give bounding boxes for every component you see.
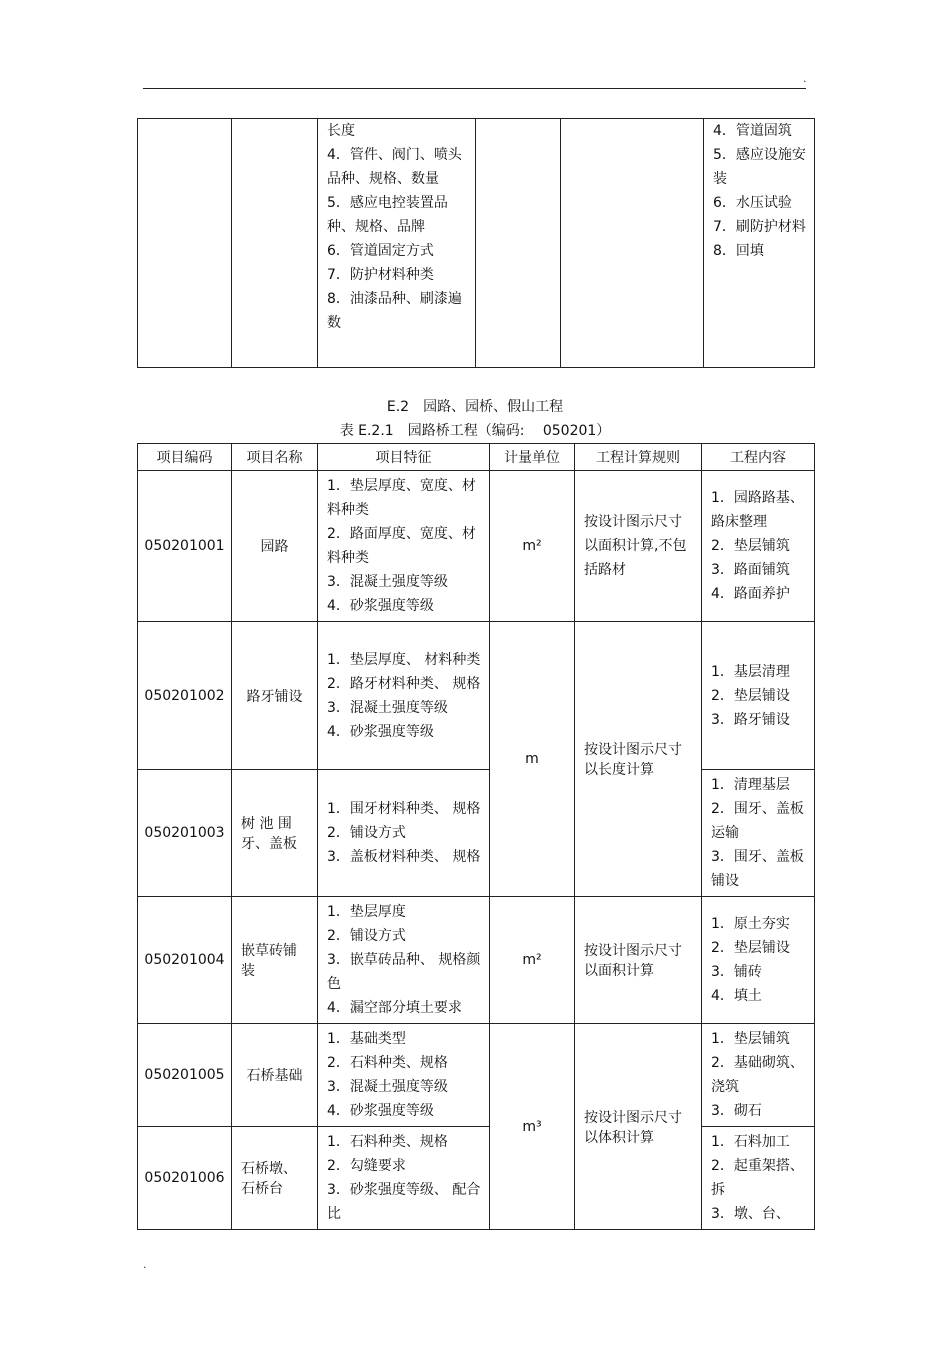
feature-line: 1．垫层厚度 <box>327 904 406 920</box>
unit-label: m² <box>522 538 542 554</box>
empty-cell <box>561 119 704 368</box>
rule-text: 按设计图示尺寸以体积计算 <box>584 1109 682 1146</box>
table-row <box>138 897 815 1024</box>
content-line: 2．垫层铺设 <box>711 940 790 956</box>
feature-line: 3．砂浆强度等级、 配合比 <box>327 1182 481 1222</box>
table-row <box>138 1127 815 1230</box>
rule-cell <box>575 471 702 622</box>
rule-text: 按设计图示尺寸以面积计算,不包括路材 <box>584 514 687 578</box>
feature-line: 2．铺设方式 <box>327 928 406 944</box>
content-line: 2．围牙、盖板运输 <box>711 801 804 841</box>
content-line: 3．砌石 <box>711 1103 762 1119</box>
content-line: 1．园路路基、路床整理 <box>711 490 804 530</box>
content-line: 4．路面养护 <box>711 586 790 602</box>
features-cell <box>318 622 490 770</box>
content-line: 3．路面铺筑 <box>711 562 790 578</box>
content-line: 5．感应设施安装 <box>713 147 806 187</box>
code-cell: 050201002 <box>138 622 232 770</box>
rule-text: 按设计图示尺寸以面积计算 <box>584 943 682 979</box>
header-rule <box>143 88 806 89</box>
feature-line: 1．垫层厚度、 材料种类 <box>327 651 481 668</box>
unit-cell <box>490 471 575 622</box>
table-row <box>138 1024 815 1127</box>
name-cell: 路牙铺设 <box>232 622 318 770</box>
rule-cell <box>575 1024 702 1230</box>
header-row <box>138 444 815 471</box>
feature-line: 1．围牙材料种类、 规格 <box>327 801 481 817</box>
header-cell: 计量单位 <box>490 444 575 471</box>
code-cell: 050201006 <box>138 1127 232 1230</box>
unit-cell: m <box>490 622 575 897</box>
content-line: 3．围牙、盖板铺设 <box>711 849 804 889</box>
content-line: 3．铺砖 <box>711 964 762 980</box>
feature-line: 8．油漆品种、刷漆遍数 <box>327 291 462 331</box>
table-row <box>138 770 815 897</box>
feature-line: 3．混凝土强度等级 <box>327 699 448 716</box>
code-cell: 050201003 <box>138 770 232 897</box>
header-dot: . <box>803 72 807 85</box>
content-line: 6．水压试验 <box>713 195 792 211</box>
content-line: 7．刷防护材料 <box>713 219 806 235</box>
content-line: 2．垫层铺设 <box>711 687 790 704</box>
code-cell: 050201004 <box>138 897 232 1024</box>
content-line: 2．基础砌筑、浇筑 <box>711 1055 804 1095</box>
feature-line: 2．路牙材料种类、 规格 <box>327 675 481 692</box>
header-cell: 项目编码 <box>138 444 232 471</box>
code-cell: 050201001 <box>138 471 232 622</box>
name-text: 石桥墩、石桥台 <box>241 1161 297 1197</box>
feature-line: 5．感应电控装置品种、规格、品牌 <box>327 195 448 235</box>
rule-cell <box>575 622 702 897</box>
feature-line: 7．防护材料种类 <box>327 267 434 283</box>
features-cell <box>318 1024 490 1127</box>
content-line: 1．垫层铺筑 <box>711 1031 790 1047</box>
feature-line: 3．盖板材料种类、 规格 <box>327 849 481 865</box>
name-cell <box>232 1127 318 1230</box>
content-line: 3．路牙铺设 <box>711 711 790 728</box>
content-line: 4．填土 <box>711 988 762 1004</box>
feature-line: 1．石料种类、规格 <box>327 1134 448 1150</box>
feature-line: 1．垫层厚度、宽度、材料种类 <box>327 478 476 518</box>
content-line: 1．基层清理 <box>711 663 790 680</box>
name-text: 嵌草砖铺装 <box>241 943 297 979</box>
header-cell: 项目名称 <box>232 444 318 471</box>
features-cell <box>318 770 490 897</box>
features-cell <box>318 897 490 1024</box>
unit-label: m² <box>522 952 542 968</box>
content-line: 3．墩、台、 <box>711 1206 790 1222</box>
table-row <box>138 622 815 770</box>
name-cell <box>232 770 318 897</box>
features-cell <box>318 1127 490 1230</box>
code-cell: 050201005 <box>138 1024 232 1127</box>
name-cell: 石桥基础 <box>232 1024 318 1127</box>
feature-line: 4．砂浆强度等级 <box>327 598 434 614</box>
content-cell <box>704 119 815 368</box>
feature-line: 2．石料种类、规格 <box>327 1055 448 1071</box>
name-text: 树 池 围牙、盖板 <box>241 816 297 852</box>
header-cell: 工程计算规则 <box>575 444 702 471</box>
features-cell <box>318 471 490 622</box>
feature-line: 长度 <box>327 123 355 139</box>
content-line: 2．起重架搭、拆 <box>711 1158 804 1198</box>
feature-line: 4．管件、阀门、喷头品种、规格、数量 <box>327 147 462 187</box>
unit-cell <box>490 897 575 1024</box>
main-table <box>137 443 815 1230</box>
content-line: 1．石料加工 <box>711 1134 790 1150</box>
feature-line: 3．嵌草砖品种、 规格颜色 <box>327 952 481 992</box>
continuation-table <box>137 118 815 368</box>
empty-cell <box>476 119 561 368</box>
rule-text: 按设计图示尺寸以长度计算 <box>584 742 682 778</box>
header-cell: 项目特征 <box>318 444 490 471</box>
feature-line: 1．基础类型 <box>327 1031 406 1047</box>
feature-line: 2．勾缝要求 <box>327 1158 406 1174</box>
feature-line: 3．混凝土强度等级 <box>327 574 448 590</box>
footer-dot: . <box>143 1258 147 1271</box>
feature-line: 4．砂浆强度等级 <box>327 1103 434 1119</box>
content-cell <box>702 897 815 1024</box>
table-row <box>138 471 815 622</box>
content-cell <box>702 770 815 897</box>
table-title: 表 E.2.1 园路桥工程（编码: 050201） <box>339 423 611 439</box>
content-line: 2．垫层铺筑 <box>711 538 790 554</box>
empty-cell <box>138 119 232 368</box>
feature-line: 2．铺设方式 <box>327 825 406 841</box>
content-line: 8．回填 <box>713 243 764 259</box>
feature-line: 2．路面厚度、宽度、材料种类 <box>327 526 476 566</box>
name-cell: 园路 <box>232 471 318 622</box>
header-cell: 工程内容 <box>702 444 815 471</box>
feature-line: 4．砂浆强度等级 <box>327 723 434 740</box>
feature-line: 3．混凝土强度等级 <box>327 1079 448 1095</box>
feature-line: 6．管道固定方式 <box>327 243 434 259</box>
content-cell <box>702 471 815 622</box>
content-cell <box>702 1127 815 1230</box>
content-line: 1．原土夯实 <box>711 916 790 932</box>
content-line: 1．清理基层 <box>711 777 790 793</box>
rule-cell <box>575 897 702 1024</box>
features-cell <box>318 119 476 368</box>
section-title: E.2 园路、园桥、假山工程 <box>386 399 564 415</box>
feature-line: 4．漏空部分填土要求 <box>327 1000 462 1016</box>
unit-cell: m³ <box>490 1024 575 1230</box>
content-cell <box>702 622 815 770</box>
empty-cell <box>232 119 318 368</box>
content-cell <box>702 1024 815 1127</box>
name-cell <box>232 897 318 1024</box>
content-line: 4．管道固筑 <box>713 123 792 139</box>
